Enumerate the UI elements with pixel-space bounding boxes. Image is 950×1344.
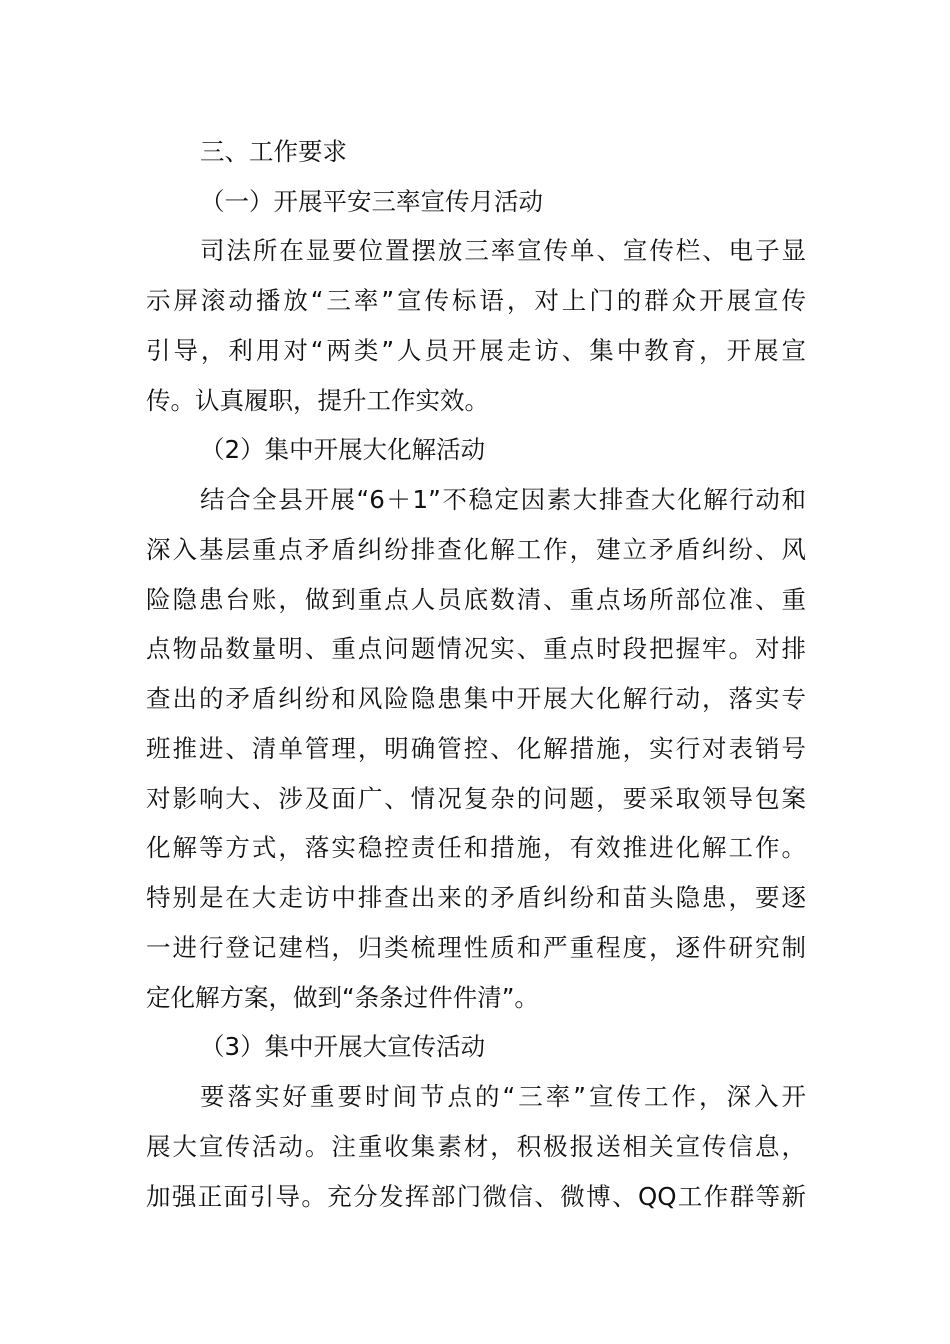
paragraph-line: 定化解方案，做到“条条过件件清”。 [146,983,539,1012]
paragraph-line: 对影响大、涉及面广、情况复杂的问题，要采取领导包案 [146,784,806,813]
subsection-heading-1: （一）开展平安三率宣传月活动 [200,187,543,216]
paragraph-line: 要落实好重要时间节点的“三率”宣传工作，深入开 [200,1082,806,1111]
subsection-heading-2: （2）集中开展大化解活动 [200,435,486,464]
paragraph-line: 加强正面引导。充分发挥部门微信、微博、QQ工作群等新 [146,1182,806,1211]
paragraph-line: 结合全县开展“6＋1”不稳定因素大排查大化解行动和 [200,485,806,514]
paragraph-line: 示屏滚动播放“三率”宣传标语，对上门的群众开展宣传 [146,286,806,315]
paragraph-line: 展大宣传活动。注重收集素材，积极报送相关宣传信息， [146,1132,806,1161]
paragraph-line: 班推进、清单管理，明确管控、化解措施，实行对表销号 [146,734,806,763]
paragraph-line: 传。认真履职，提升工作实效。 [146,386,489,415]
paragraph-line: 特别是在大走访中排查出来的矛盾纠纷和苗头隐患，要逐 [146,883,806,912]
paragraph-line: 引导，利用对“两类”人员开展走访、集中教育，开展宣 [146,336,806,365]
paragraph-line: 深入基层重点矛盾纠纷排查化解工作，建立矛盾纠纷、风 [146,535,806,564]
paragraph-line: 司法所在显要位置摆放三率宣传单、宣传栏、电子显 [200,236,806,265]
paragraph-line: 查出的矛盾纠纷和风险隐患集中开展大化解行动，落实专 [146,684,806,713]
section-heading: 三、工作要求 [200,137,347,166]
paragraph-line: 一进行登记建档，归类梳理性质和严重程度，逐件研究制 [146,933,806,962]
subsection-heading-3: （3）集中开展大宣传活动 [200,1032,486,1061]
paragraph-line: 点物品数量明、重点问题情况实、重点时段把握牢。对排 [146,634,806,663]
paragraph-line: 险隐患台账，做到重点人员底数清、重点场所部位准、重 [146,585,806,614]
paragraph-line: 化解等方式，落实稳控责任和措施，有效推进化解工作。 [146,833,806,862]
